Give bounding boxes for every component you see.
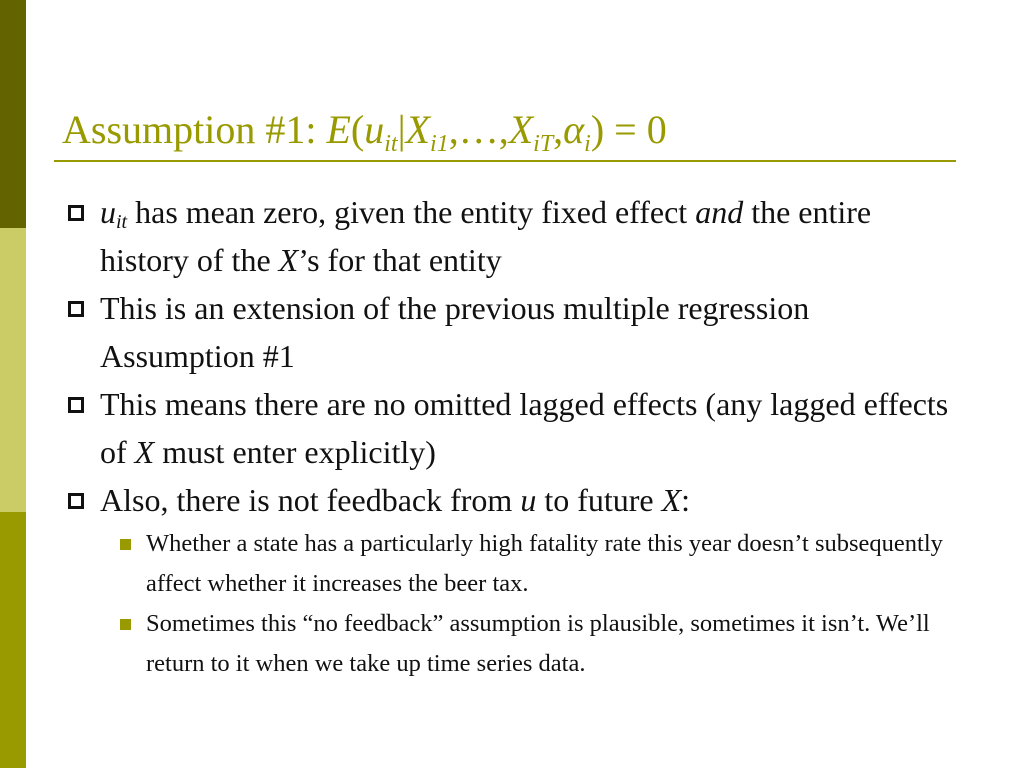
bullet-1-u-subscript: it [116, 211, 128, 233]
bullet-3-text-a: This means there are no omitted lagged effects (any lagged effects of [100, 386, 949, 470]
bullet-4-text-b: to future [536, 482, 662, 518]
title-xt-subscript: iT [533, 131, 554, 157]
title-dots: ,…, [448, 107, 509, 152]
hollow-square-bullet-icon [68, 301, 84, 317]
hollow-square-bullet-icon [68, 493, 84, 509]
title-open-paren: ( [350, 107, 365, 152]
bullet-4-x: X [661, 482, 682, 518]
title-alpha: α [563, 107, 585, 152]
filled-square-bullet-icon [120, 619, 131, 630]
title-xt: X [508, 107, 534, 152]
bullet-2-text: This is an extension of the previous multiple regression Assumption #1 [100, 290, 810, 374]
title-x1: X [405, 107, 431, 152]
bullet-1 [62, 188, 962, 284]
title-e: E [326, 107, 351, 152]
side-band-top [0, 0, 26, 228]
slide-title [62, 104, 667, 156]
sub-bullet-2 [118, 604, 962, 684]
title-close: ) = 0 [590, 107, 667, 152]
bullet-3-text-b: must enter explicitly) [154, 434, 436, 470]
title-u: u [364, 107, 385, 152]
bullet-1-text-a: has mean zero, given the entity fixed effect [127, 194, 696, 230]
title-prefix: Assumption #1: [62, 107, 327, 152]
title-bar: | [397, 107, 406, 152]
bullet-3-x: X [134, 434, 155, 470]
bullet-1-text-b: the entire history of the [100, 194, 872, 278]
sub-bullet-1 [118, 524, 962, 604]
side-band-middle [0, 228, 26, 512]
bullet-1-and: and [695, 194, 744, 230]
bullet-4-text-c: : [681, 482, 691, 518]
title-divider [54, 160, 956, 162]
bullet-1-text-c: ’s for that entity [298, 242, 502, 278]
filled-square-bullet-icon [120, 539, 131, 550]
sub-bullet-1-text: Whether a state has a particularly high fatality rate this year doesn’t subsequently affect whether it increases the beer tax. [146, 530, 943, 597]
slide-content [62, 188, 962, 684]
hollow-square-bullet-icon [68, 205, 84, 221]
title-x1-subscript: i1 [430, 131, 449, 157]
bullet-4-u: u [520, 482, 537, 518]
bullet-1-x: X [278, 242, 299, 278]
title-u-subscript: it [384, 131, 398, 157]
title-alpha-subscript: i [584, 131, 591, 157]
side-band-bottom [0, 512, 26, 768]
bullet-4-text-a: Also, there is not feedback from [100, 482, 521, 518]
bullet-2 [62, 284, 962, 380]
sub-bullet-2-text: Sometimes this “no feedback” assumption is plausible, sometimes it isn’t. We’ll return to it when we take up time series data. [146, 610, 930, 677]
title-comma: , [553, 107, 564, 152]
bullet-4 [62, 476, 962, 524]
bullet-3 [62, 380, 962, 476]
bullet-1-u: u [100, 194, 116, 230]
hollow-square-bullet-icon [68, 397, 84, 413]
